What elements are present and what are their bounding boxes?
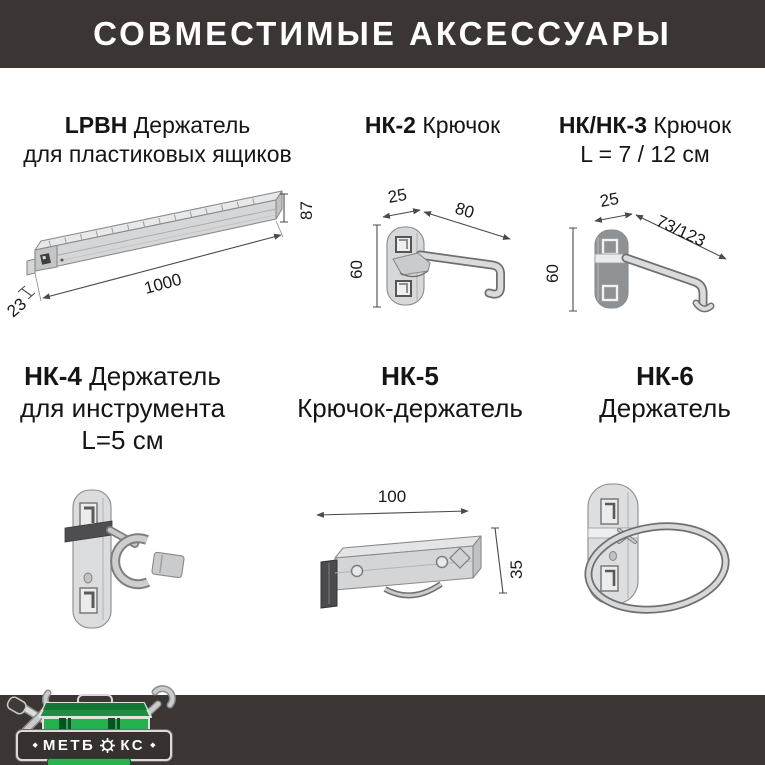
dim-label-length: 100 (377, 487, 407, 506)
item-title-hk6 (575, 360, 755, 424)
item-title-lpbh (10, 111, 305, 169)
dim-label-height: 60 (543, 264, 562, 283)
item-subtitle: Держатель (599, 393, 731, 423)
item-name: LPBH (64, 112, 128, 138)
brand-logo (8, 686, 183, 765)
hook-body (387, 227, 501, 305)
item-title-line1 (10, 111, 305, 140)
dim-label-height: 35 (507, 560, 526, 579)
diamond-icon: ◆ (150, 742, 156, 749)
item-title-line1 (540, 111, 750, 140)
item-subtitle: Крючок-держатель (297, 393, 523, 423)
brand-text-left: МЕТБ (42, 737, 96, 754)
hk4-drawing (55, 468, 205, 643)
hk6-drawing (575, 468, 760, 620)
item-name: НК-2 (364, 112, 416, 138)
dim-label-width: 25 (386, 184, 409, 207)
diamond-icon: ◆ (32, 742, 38, 749)
dim-label-height: 87 (297, 201, 316, 220)
item-type: Крючок (422, 112, 501, 138)
dim-label-length: 1000 (142, 269, 184, 298)
item-title-line1 (335, 111, 530, 140)
dimension-height (280, 194, 316, 222)
brand-underline (48, 759, 130, 765)
item-type: Крючок (653, 112, 732, 138)
dim-label-depth: 23 (3, 294, 31, 322)
dimension-length (317, 487, 468, 515)
item-subtitle2: L=5 см (81, 425, 164, 455)
item-name: НК-6 (636, 361, 694, 391)
page-title: СОВМЕСТИМЫЕ АКСЕССУАРЫ (93, 15, 672, 52)
item-name: НК/НК-3 (558, 112, 647, 138)
item-title-hk5 (280, 360, 540, 424)
item-subtitle: L = 7 / 12 см (580, 141, 710, 167)
toolbox-icon (39, 695, 151, 730)
dimension-length (424, 199, 510, 239)
holder-body (65, 490, 184, 628)
item-title-hk3 (540, 111, 750, 169)
item-title-hk4 (5, 360, 240, 456)
hk3-drawing (545, 185, 750, 325)
brand-plate (16, 730, 172, 761)
clamp-block (152, 552, 185, 578)
dimension-depth (3, 286, 35, 321)
item-title-hk2 (335, 111, 530, 140)
dimension-width (383, 185, 420, 217)
gear-icon (100, 738, 115, 753)
rail-body (27, 191, 282, 275)
dimension-height (543, 228, 577, 311)
item-type: Держатель (89, 361, 221, 391)
dimension-height (347, 225, 381, 307)
item-subtitle: для пластиковых ящиков (23, 141, 292, 167)
dimension-length (636, 211, 726, 259)
lpbh-drawing (3, 182, 320, 332)
dim-label-height: 60 (347, 260, 366, 279)
holder-body (583, 484, 731, 618)
dimension-width (595, 189, 632, 221)
item-name: НК-5 (381, 361, 439, 391)
item-type: Держатель (133, 112, 251, 138)
hk2-drawing (335, 183, 525, 318)
dim-label-width: 25 (598, 188, 621, 211)
item-name: НК-4 (24, 361, 82, 391)
header-bar (0, 0, 765, 68)
dimension-height (491, 528, 526, 593)
brand-text-right: КС (120, 737, 146, 754)
hk5-drawing (295, 478, 535, 618)
dim-label-length: 80 (452, 198, 477, 223)
bracket-body (321, 536, 481, 608)
item-subtitle: для инструмента (19, 393, 226, 423)
item-title-line1 (5, 360, 240, 392)
dim-label-length: 73/123 (653, 211, 709, 251)
